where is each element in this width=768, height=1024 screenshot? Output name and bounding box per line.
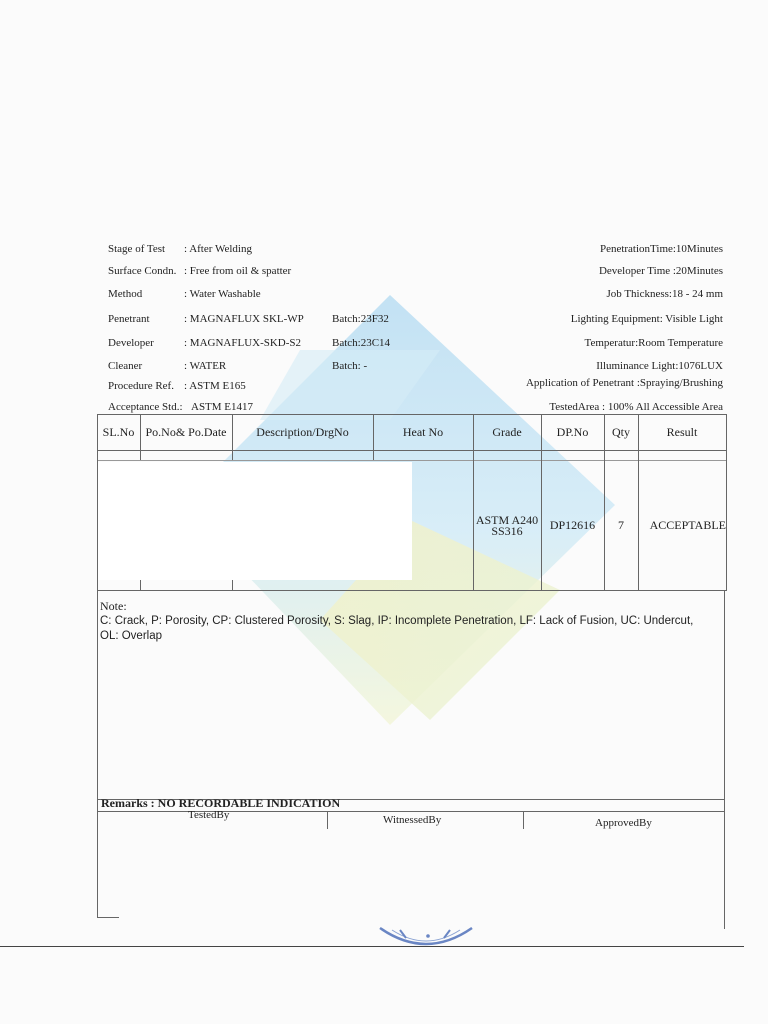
param-label: Surface Condn. [108, 265, 177, 277]
param-label: Penetrant [108, 313, 150, 325]
param-batch: Batch:23F32 [332, 313, 389, 325]
param-value: : MAGNAFLUX SKL-WP [184, 313, 304, 325]
param-value: : Free from oil & spatter [184, 265, 292, 277]
cell-qty: 7 [618, 518, 624, 532]
redaction-box [98, 462, 412, 580]
param-batch: Batch:23C14 [332, 337, 391, 349]
param-right: Developer Time :20Minutes [598, 265, 723, 277]
param-label: Developer [108, 337, 154, 349]
col-header-qty: Qty [612, 424, 630, 439]
param-label: Cleaner [108, 360, 143, 372]
param-value: ASTM E1417 [191, 401, 254, 413]
note-text: C: Crack, P: Porosity, CP: Clustered Porosity, S: Slag, IP: Incomplete Penetration, LF: Lack of Fusion, UC: Undercut, OL: Overlap [100, 615, 694, 642]
col-header-heat-no: Heat No [402, 424, 444, 439]
col-header-dp-no: DP.No [556, 424, 589, 439]
remarks: Remarks : NO RECORDABLE INDICATION [101, 796, 341, 810]
cell-dp-no: DP12616 [549, 518, 596, 532]
param-label: Stage of Test [108, 243, 166, 255]
signature-approved-by: ApprovedBy [595, 817, 652, 829]
signature-tested-by: TestedBy [188, 809, 230, 821]
param-right: Temperatur:Room Temperature [584, 337, 723, 349]
param-label: Procedure Ref. [108, 380, 174, 392]
param-right: Lighting Equipment: Visible Light [570, 313, 723, 325]
param-value: : WATER [184, 360, 227, 372]
param-right: TestedArea : 100% All Accessible Area [549, 401, 723, 413]
col-header-grade: Grade [492, 424, 522, 439]
param-label: Method [108, 288, 143, 300]
param-label: Acceptance Std.: [108, 401, 183, 413]
col-header-description: Description/DrgNo [256, 424, 349, 439]
param-value: : ASTM E165 [184, 380, 246, 392]
col-header-po: Po.No& Po.Date [145, 424, 227, 439]
col-header-result: Result [666, 424, 698, 439]
param-value: : MAGNAFLUX-SKD-S2 [184, 337, 302, 349]
signature-witnessed-by: WitnessedBy [383, 814, 442, 826]
param-right: Application of Penetrant :Spraying/Brushing [525, 377, 723, 389]
col-header-slno: SL.No [102, 424, 135, 439]
param-value: : Water Washable [184, 288, 261, 300]
param-right: Illuminance Light:1076LUX [596, 360, 723, 372]
param-right: Job Thickness:18 - 24 mm [606, 288, 723, 300]
cell-grade: ASTM A240 SS316 [475, 513, 539, 538]
param-value: : After Welding [184, 243, 252, 255]
note-title: Note: [100, 599, 127, 613]
param-batch: Batch: - [332, 360, 368, 372]
cell-result: ACCEPTABLE [649, 518, 726, 532]
param-right: PenetrationTime:10Minutes [599, 243, 723, 255]
